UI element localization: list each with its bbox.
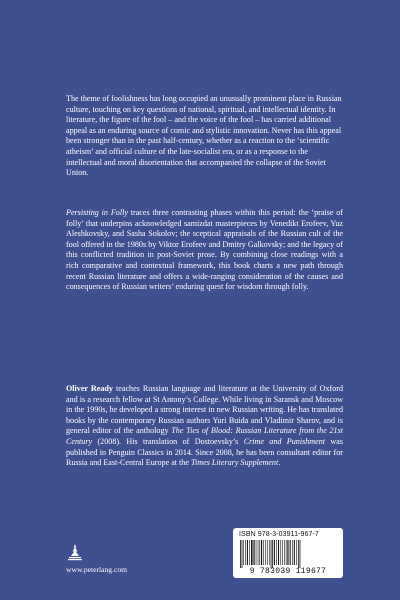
- blurb-paragraph-1: The theme of foolishness has long occupied an unusually prominent place in Russian culture, touching on key questions of national, spiritual, and intellectual identity. In literature, the figure of the fool – and the voice of the fool – has carried additional appeal as an enduring source of comic and stylistic innovation. Never has this appeal been stronger than in the past half-century, whether as a reaction to the ‘scientific atheism’ and official culture of the late-socialist era, or as a response to the intellectual and moral disorientation that accompanied the collapse of the Soviet Union.: [66, 94, 342, 178]
- author-bio-text-3: was published in Penguin Classics in 2014. Since 2008, he has been consultant editor for Russia and East-Central Europe at the: [66, 436, 343, 468]
- author-name: Oliver Ready: [66, 384, 113, 393]
- author-bio: [66, 384, 343, 469]
- barcode-bars: [239, 540, 337, 568]
- tls-title: Times Literary Supplement: [190, 458, 279, 468]
- anthology-title: The Ties of Blood: Russian Literature from the 21st Century: [66, 426, 344, 446]
- author-bio-text-1: teaches Russian language and literature at the University of Oxford and is a research fellow at St Antony’s College. While living in Saransk and Moscow in the 1990s, he developed a strong interest in new Russian writing. He has translated books by the contemporary Russian authors Yuri Buida and Vladimir Sharov, and is general editor of the anthology: [66, 384, 344, 436]
- author-bio-text-2: (2008). His translation of Dostoevsky’s: [92, 436, 244, 446]
- blurb-paragraph-2-text: traces three contrasting phases within this period: the ‘praise of folly’ that underpins acknowledged samizdat masterpieces by Venedikt Erofeev, Yuz Aleshkovsky, and Sasha Sokolov; the sceptical appraisals of the Russian cult of the fool offered in the 1980s by Viktor Erofeev and Dmitry Galkovsky; and the legacy of this conflicted tradition in post-Soviet prose. By combining close readings with a rich comparative and contextual framework, this book charts a new path through recent Russian literature and offers a wide-ranging consideration of the causes and consequences of Russian writers’ enduring quest for wisdom through folly.: [66, 208, 344, 292]
- publisher-website[interactable]: www.peterlang.com: [66, 565, 128, 574]
- book-title: Persisting in Folly: [66, 208, 128, 217]
- crime-and-punishment-title: Crime and Punishment: [243, 436, 326, 446]
- isbn-barcode: [233, 528, 343, 578]
- author-bio-text-4: .: [278, 458, 281, 468]
- peter-lang-logo-icon: [66, 543, 84, 561]
- isbn-text: ISBN 978-3-03911-967-7: [239, 531, 319, 538]
- barcode-number: 9 783039 119677: [249, 567, 327, 576]
- blurb-paragraph-2: [66, 208, 343, 293]
